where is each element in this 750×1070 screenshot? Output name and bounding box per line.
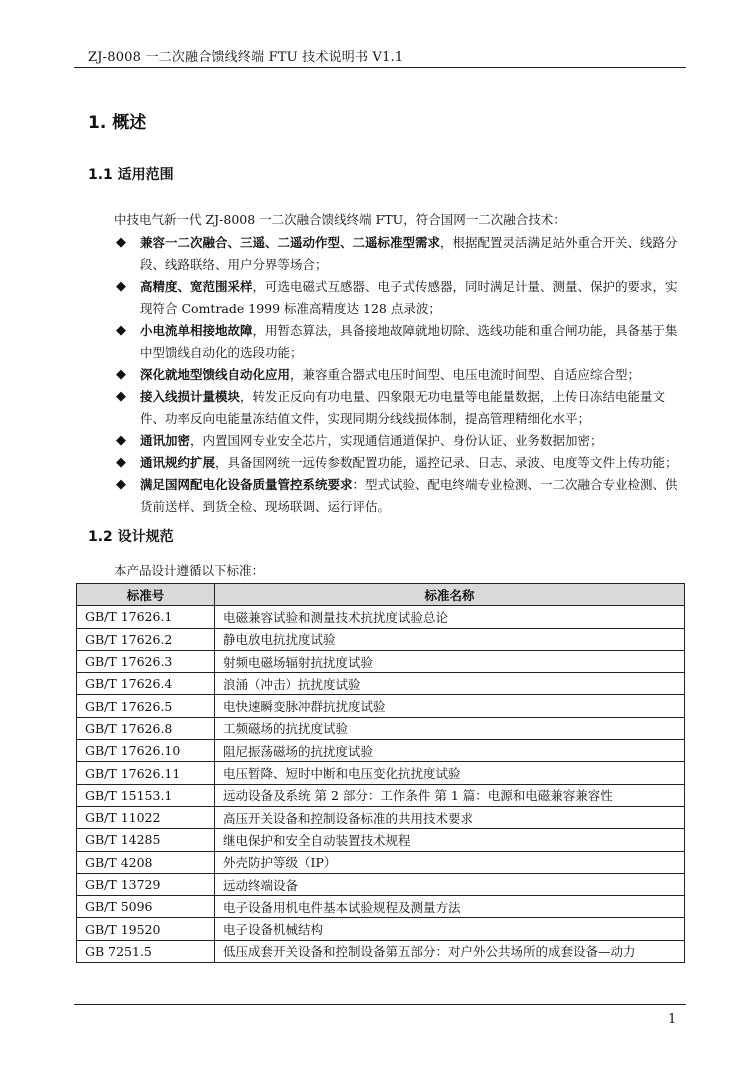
standard-name-cell: 电磁兼容试验和测量技术抗扰度试验总论 (215, 606, 685, 628)
intro-paragraph: 中技电气新一代 ZJ-8008 一二次融合馈线终端 FTU，符合国网一二次融合技术： (114, 212, 566, 227)
standard-number-cell: GB/T 17626.10 (77, 740, 215, 762)
feature-list (114, 232, 684, 518)
table-row (77, 940, 685, 962)
table-row (77, 740, 685, 762)
standard-name-cell: 电快速瞬变脉冲群抗扰度试验 (215, 695, 685, 717)
diamond-bullet-icon: ◆ (116, 433, 126, 448)
standard-name-cell: 电子设备机械结构 (215, 918, 685, 940)
standard-name-cell: 外壳防护等级（IP） (215, 851, 685, 873)
table-row (77, 806, 685, 828)
list-item: ◆ 通讯规约扩展，具备国网统一远传参数配置功能，遥控记录、日志、录波、电度等文件上传功能； (114, 452, 684, 474)
standard-number-cell: GB/T 17626.5 (77, 695, 215, 717)
list-item: ◆ 兼容一二次融合、三遥、二遥动作型、二遥标准型需求，根据配置灵活满足站外重合开关、线路分段、线路联络、用户分界等场合； (114, 232, 684, 276)
column-header-standard-no: 标准号 (77, 584, 215, 606)
standard-name-cell: 工频磁场的抗扰度试验 (215, 717, 685, 739)
diamond-bullet-icon: ◆ (116, 235, 126, 250)
standard-name-cell: 低压成套开关设备和控制设备第五部分：对户外公共场所的成套设备—动力 (215, 940, 685, 962)
section-1-title: 1. 概述 (88, 113, 147, 133)
standard-number-cell: GB/T 19520 (77, 918, 215, 940)
standard-name-cell: 远动设备及系统 第 2 部分：工作条件 第 1 篇：电源和电磁兼容兼容性 (215, 784, 685, 806)
table-row (77, 918, 685, 940)
standard-number-cell: GB/T 17626.4 (77, 673, 215, 695)
standard-number-cell: GB/T 4208 (77, 851, 215, 873)
standard-number-cell: GB/T 17626.11 (77, 762, 215, 784)
list-item: ◆ 接入线损计量模块，转发正反向有功电量、四象限无功电量等电能量数据，上传日冻结电能量文件、功率反向电能量冻结值文件，实现同期分线线损体制，提高管理精细化水平； (114, 386, 684, 430)
standard-name-cell: 远动终端设备 (215, 873, 685, 895)
standard-number-cell: GB/T 17626.2 (77, 628, 215, 650)
standard-number-cell: GB/T 5096 (77, 896, 215, 918)
standard-number-cell: GB 7251.5 (77, 940, 215, 962)
diamond-bullet-icon: ◆ (116, 279, 126, 294)
diamond-bullet-icon: ◆ (116, 323, 126, 338)
table-row (77, 673, 685, 695)
table-row (77, 717, 685, 739)
header-rule (74, 67, 686, 68)
table-row (77, 829, 685, 851)
table-row (77, 650, 685, 672)
standard-number-cell: GB/T 13729 (77, 873, 215, 895)
list-item: ◆ 高精度、宽范围采样，可选电磁式互感器、电子式传感器，同时满足计量、测量、保护的要求，实现符合 Comtrade 1999 标准高精度达 128 点录波； (114, 276, 684, 320)
table-row (77, 873, 685, 895)
footer-rule (74, 1004, 686, 1005)
table-row (77, 762, 685, 784)
document-header: ZJ-8008 一二次融合馈线终端 FTU 技术说明书 V1.1 (88, 50, 404, 65)
table-intro: 本产品设计遵循以下标准： (114, 563, 265, 578)
diamond-bullet-icon: ◆ (116, 389, 126, 404)
standard-number-cell: GB/T 14285 (77, 829, 215, 851)
standard-name-cell: 电子设备用机电件基本试验规程及测量方法 (215, 896, 685, 918)
standard-number-cell: GB/T 15153.1 (77, 784, 215, 806)
diamond-bullet-icon: ◆ (116, 455, 126, 470)
table-header-row (77, 584, 685, 606)
table-row (77, 628, 685, 650)
standard-name-cell: 电压暂降、短时中断和电压变化抗扰度试验 (215, 762, 685, 784)
table-row (77, 695, 685, 717)
section-1-2-title: 1.2 设计规范 (88, 529, 174, 545)
standard-name-cell: 射频电磁场辐射抗扰度试验 (215, 650, 685, 672)
list-item: ◆ 小电流单相接地故障，用暂态算法，具备接地故障就地切除、选线功能和重合闸功能，具备基于集中型馈线自动化的选段功能； (114, 320, 684, 364)
standard-name-cell: 阻尼振荡磁场的抗扰度试验 (215, 740, 685, 762)
diamond-bullet-icon: ◆ (116, 367, 126, 382)
standard-name-cell: 静电放电抗扰度试验 (215, 628, 685, 650)
section-1-1-title: 1.1 适用范围 (88, 167, 174, 183)
standard-name-cell: 浪涌（冲击）抗扰度试验 (215, 673, 685, 695)
standard-name-cell: 高压开关设备和控制设备标准的共用技术要求 (215, 806, 685, 828)
standards-table (76, 583, 685, 963)
list-item: ◆ 深化就地型馈线自动化应用，兼容重合器式电压时间型、电压电流时间型、自适应综合型； (114, 364, 684, 386)
standard-number-cell: GB/T 17626.1 (77, 606, 215, 628)
standard-number-cell: GB/T 11022 (77, 806, 215, 828)
standard-number-cell: GB/T 17626.8 (77, 717, 215, 739)
table-row (77, 606, 685, 628)
table-row (77, 896, 685, 918)
list-item: ◆ 满足国网配电化设备质量管控系统要求：型式试验、配电终端专业检测、一二次融合专业检测、供货前送样、到货全检、现场联调、运行评估。 (114, 474, 684, 518)
standard-name-cell: 继电保护和安全自动装置技术规程 (215, 829, 685, 851)
column-header-standard-name: 标准名称 (215, 584, 685, 606)
table-row (77, 784, 685, 806)
diamond-bullet-icon: ◆ (116, 477, 126, 492)
page-number: 1 (668, 1012, 677, 1027)
table-row (77, 851, 685, 873)
list-item: ◆ 通讯加密，内置国网专业安全芯片，实现通信通道保护、身份认证、业务数据加密； (114, 430, 684, 452)
standard-number-cell: GB/T 17626.3 (77, 650, 215, 672)
